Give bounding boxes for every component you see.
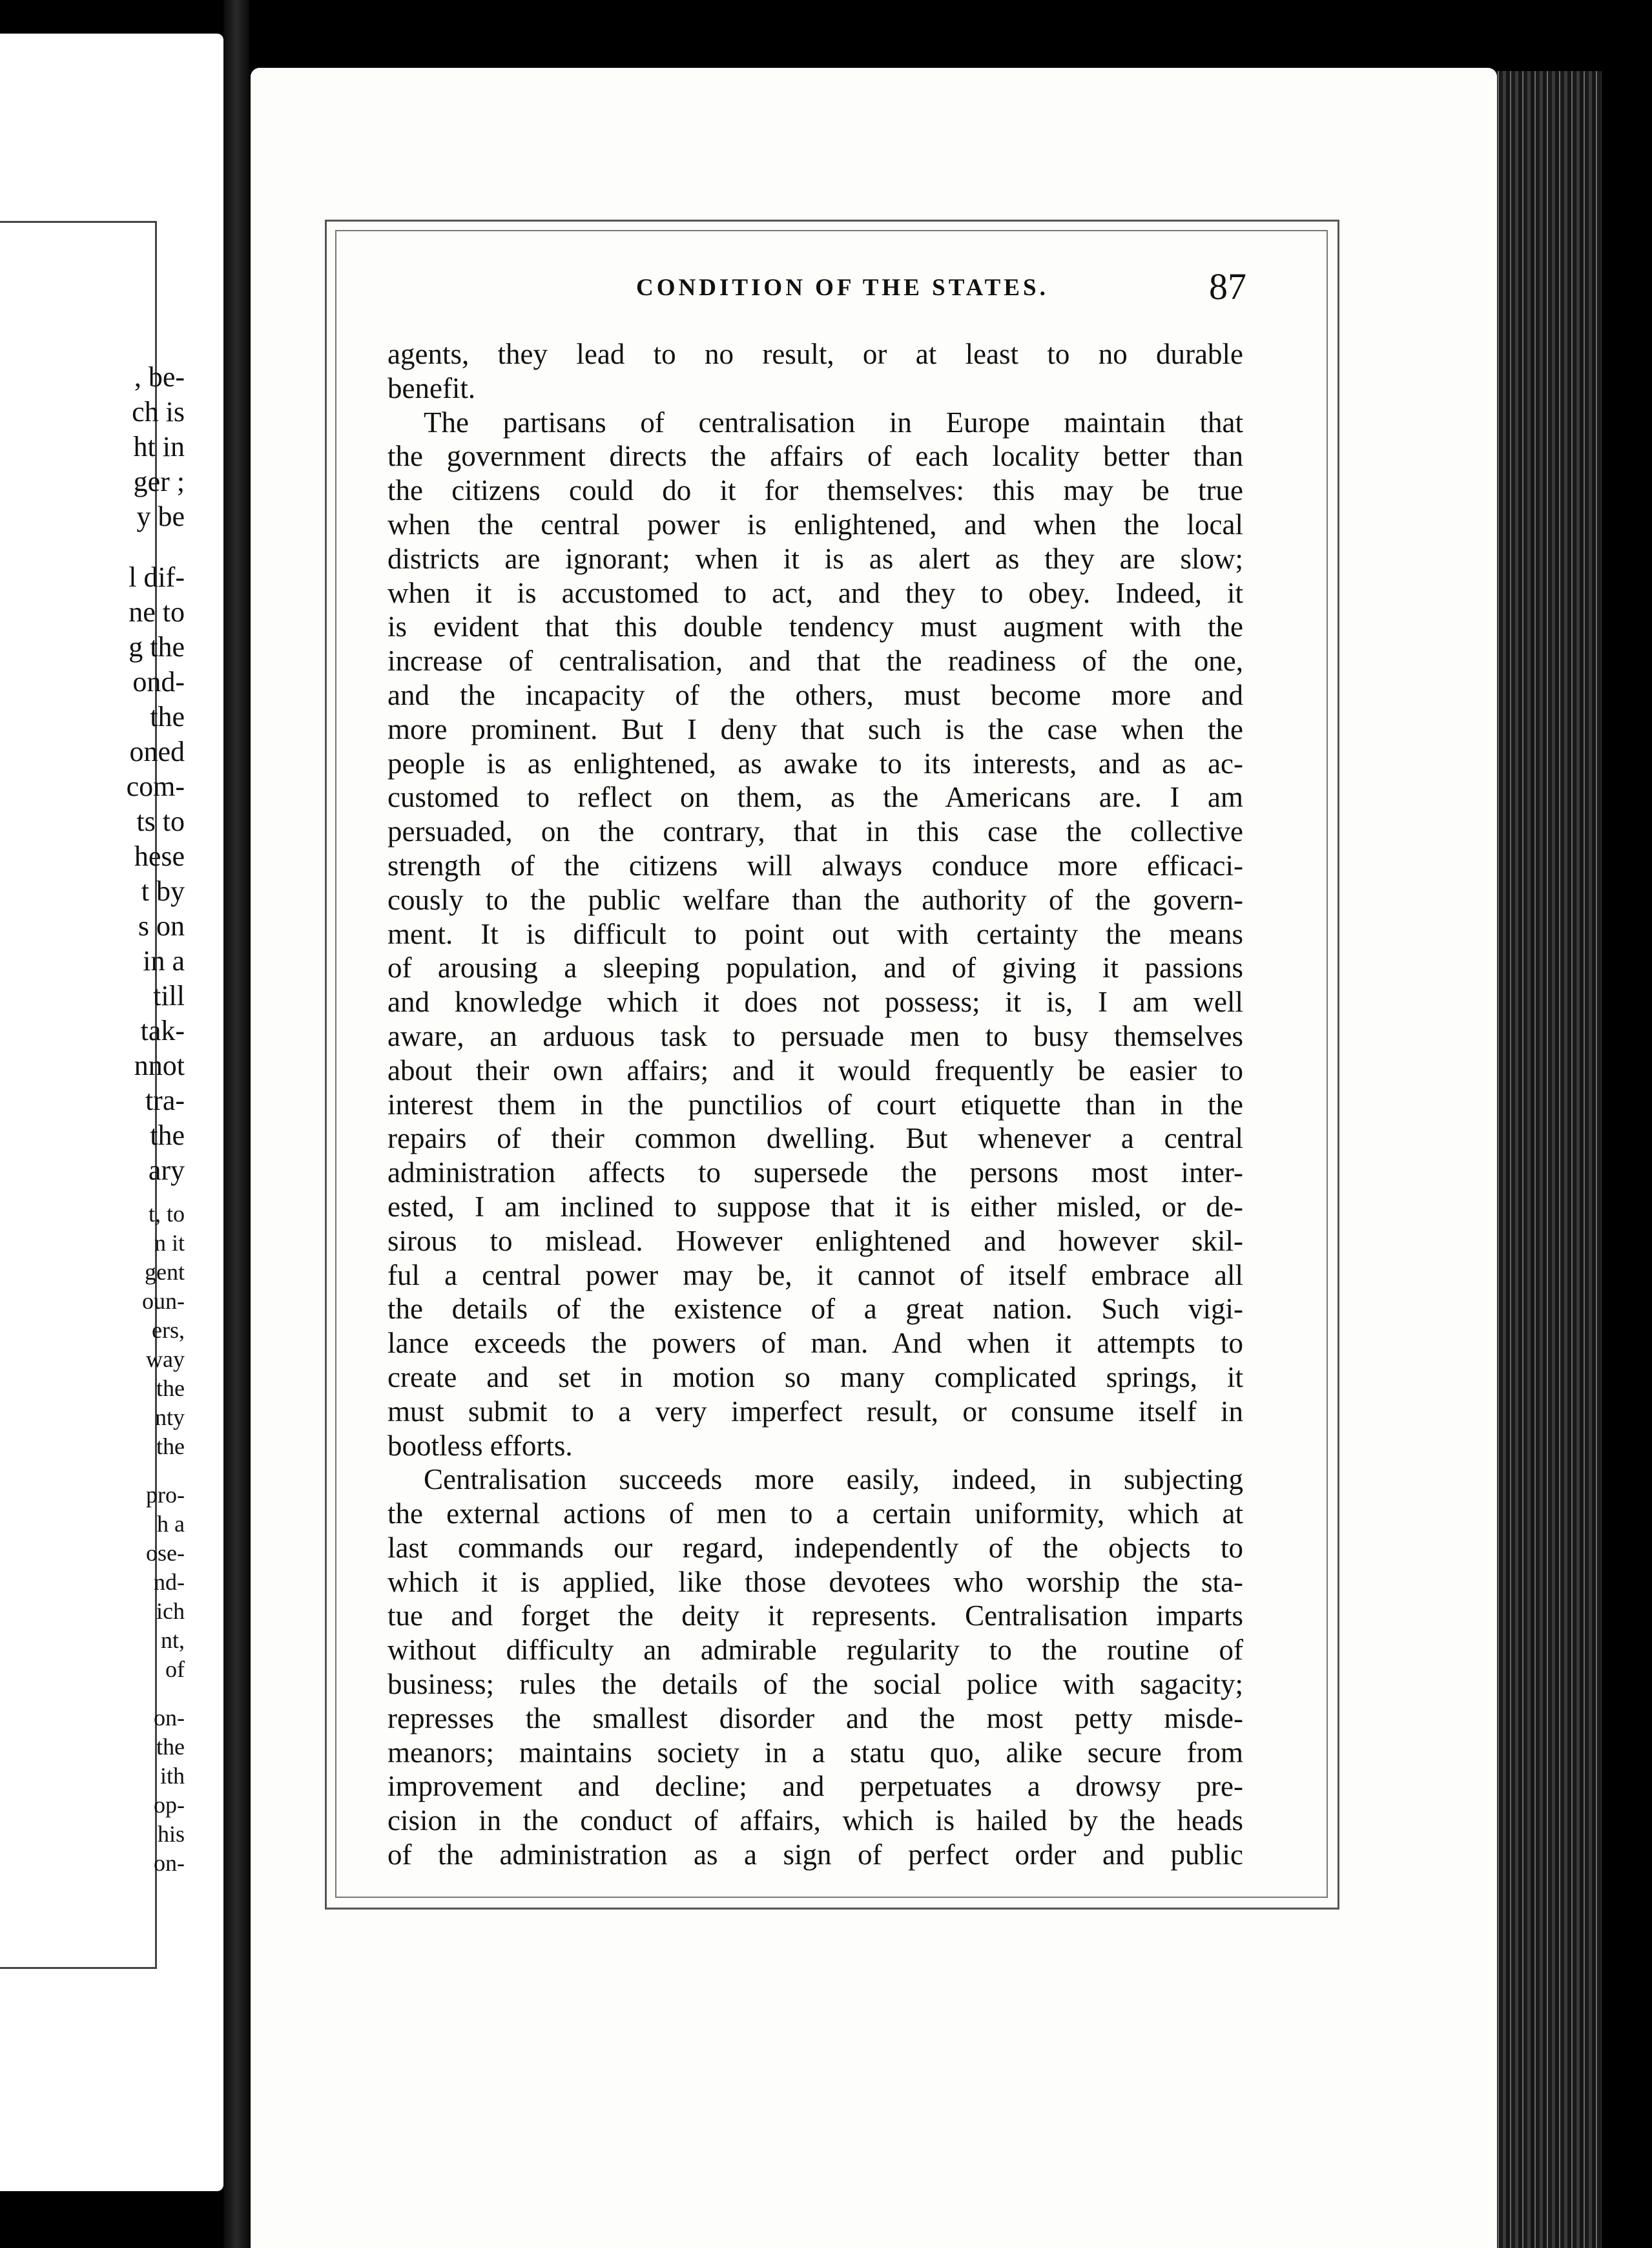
left-note-line: ose- <box>146 1540 185 1566</box>
text-line: Centralisation succeeds more easily, indeed, in subjecting <box>424 1463 1243 1496</box>
text-line: when the central power is enlightened, and when the local <box>387 508 1243 541</box>
text-line: people is as enlightened, as awake to its interests, and as ac- <box>387 747 1243 780</box>
running-head: CONDITION OF THE STATES. <box>636 275 1049 301</box>
text-line: of arousing a sleeping population, and of giving it passions <box>387 952 1243 984</box>
left-note-line: the <box>156 1433 185 1459</box>
text-line: the details of the existence of a great nation. Such vigi- <box>387 1293 1243 1326</box>
left-line: the <box>150 1119 185 1151</box>
left-note-line: on- <box>154 1850 185 1876</box>
text-line: without difficulty an admirable regularity to the routine of <box>387 1634 1243 1667</box>
text-line: cously to the public welfare than the authority of the govern- <box>387 883 1243 916</box>
left-line: in a <box>143 945 185 977</box>
book-gutter <box>223 0 249 2248</box>
left-line: hese <box>134 840 185 872</box>
left-note-line: pro- <box>146 1482 185 1508</box>
text-line: administration affects to supersede the persons most inter- <box>387 1156 1243 1189</box>
text-line: benefit. <box>387 371 476 404</box>
text-line: which it is applied, like those devotees who worship the sta- <box>387 1565 1243 1598</box>
left-line: t by <box>141 875 185 907</box>
left-line: ary <box>148 1154 185 1186</box>
left-line: s on <box>138 910 185 942</box>
left-note-line: n it <box>154 1230 185 1256</box>
left-line: ne to <box>129 596 185 628</box>
page-number: 87 <box>1209 265 1246 307</box>
text-line: ment. It is difficult to point out with certainty the means <box>387 917 1243 950</box>
text-line: create and set in motion so many complicated springs, it <box>387 1360 1243 1393</box>
text-line: agents, they lead to no result, or at least to no durable <box>387 338 1243 370</box>
left-note-line: nty <box>154 1404 185 1430</box>
left-page-text <box>56 360 185 1878</box>
left-line: the <box>150 701 185 733</box>
left-note-line: nd- <box>154 1569 185 1595</box>
text-line: bootless efforts. <box>387 1429 573 1462</box>
text-line: increase of centralisation, and that the readiness of the one, <box>387 645 1243 678</box>
text-line: cision in the conduct of affairs, which is hailed by the heads <box>387 1804 1243 1837</box>
left-note-line: h a <box>157 1511 185 1537</box>
left-line: g the <box>129 631 185 663</box>
left-note-line: oun- <box>142 1288 185 1314</box>
text-line: interest them in the punctilios of court etiquette than in the <box>387 1088 1243 1121</box>
left-line: tra- <box>145 1085 185 1116</box>
left-note-line: t, to <box>148 1201 185 1227</box>
text-line: ested, I am inclined to suppose that it is either misled, or de- <box>387 1190 1243 1223</box>
text-line: meanors; maintains society in a statu quo, alike secure from <box>387 1736 1243 1769</box>
text-line: improvement and decline; and perpetuates a drowsy pre- <box>387 1770 1243 1803</box>
left-line: ger ; <box>133 466 185 497</box>
left-note-line: gent <box>145 1259 185 1285</box>
text-line: persuaded, on the contrary, that in this case the collective <box>387 815 1243 848</box>
text-line: the government directs the affairs of each locality better than <box>387 440 1243 473</box>
left-note-line: ers, <box>152 1317 185 1343</box>
text-line: about their own affairs; and it would frequently be easier to <box>387 1054 1243 1087</box>
text-line: the citizens could do it for themselves: this may be true <box>387 474 1243 507</box>
text-line: repairs of their common dwelling. But whenever a central <box>387 1122 1243 1155</box>
text-line: and knowledge which it does not possess; it is, I am well <box>387 986 1243 1019</box>
left-note-line: ich <box>156 1598 185 1624</box>
text-line: The partisans of centralisation in Europe maintain that <box>424 406 1243 439</box>
left-note-line: the <box>156 1375 185 1401</box>
text-line: last commands our regard, independently of the objects to <box>387 1531 1243 1564</box>
text-line: when it is accustomed to act, and they to obey. Indeed, it <box>387 576 1243 609</box>
left-note-line: of <box>165 1656 185 1682</box>
left-line: l dif- <box>129 561 185 593</box>
text-line: tue and forget the deity it represents. Centralisation imparts <box>387 1599 1243 1632</box>
left-note-line: his <box>157 1821 185 1847</box>
left-line: nnot <box>134 1050 185 1081</box>
left-line: y be <box>136 501 185 532</box>
left-note-line: the <box>156 1734 185 1760</box>
text-line: the external actions of men to a certain uniformity, which at <box>387 1497 1243 1530</box>
text-line: districts are ignorant; when it is as alert as they are slow; <box>387 542 1243 575</box>
text-line: aware, an arduous task to persuade men to busy themselves <box>387 1019 1243 1052</box>
left-note-line: op- <box>154 1792 185 1818</box>
text-line: must submit to a very imperfect result, or consume itself in <box>387 1395 1243 1428</box>
left-line: ch is <box>132 396 185 428</box>
left-line: tak- <box>140 1015 185 1046</box>
left-line: ts to <box>136 806 185 837</box>
text-line: of the administration as a sign of perfect order and public <box>387 1838 1243 1871</box>
left-note-line: nt, <box>160 1627 185 1653</box>
text-line: strength of the citizens will always conduce more efficaci- <box>387 849 1243 882</box>
text-line: ful a central power may be, it cannot of itself embrace all <box>387 1258 1243 1291</box>
text-line: and the incapacity of the others, must become more and <box>387 678 1243 711</box>
left-facing-page <box>0 34 223 2191</box>
body-text <box>387 337 1243 1872</box>
text-line: more prominent. But I deny that such is the case when the <box>387 713 1243 745</box>
left-note-line: on- <box>154 1705 185 1731</box>
left-line: com- <box>126 771 185 802</box>
text-line: represses the smallest disorder and the most petty misde- <box>387 1702 1243 1734</box>
text-line: lance exceeds the powers of man. And when it attempts to <box>387 1327 1243 1360</box>
left-line: till <box>153 980 185 1012</box>
text-line: customed to reflect on them, as the Americans are. I am <box>387 781 1243 814</box>
left-note-line: way <box>146 1346 185 1372</box>
text-line: business; rules the details of the social police with sagacity; <box>387 1668 1243 1701</box>
left-line: ond- <box>132 666 185 698</box>
text-line: is evident that this double tendency must augment with the <box>387 610 1243 643</box>
left-line: oned <box>129 736 185 767</box>
text-line: sirous to mislead. However enlightened and however skil- <box>387 1224 1243 1257</box>
left-line: ht in <box>133 431 185 463</box>
left-line: , be- <box>134 361 185 393</box>
left-note-line: ith <box>160 1763 185 1789</box>
